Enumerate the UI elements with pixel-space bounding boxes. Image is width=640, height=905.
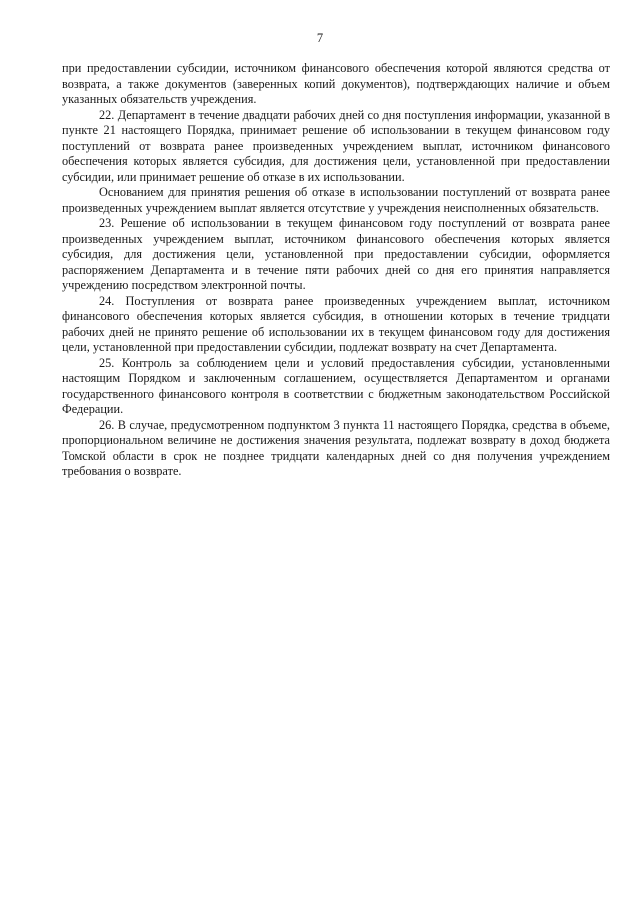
paragraph-item-25: 25. Контроль за соблюдением цели и условий предоставления субсидии, установленными настоящим Порядком и заключенным соглашением, осуществляется Департаментом и органами государственного финансового контроля в соответствии с бюджетным законодательством Российской Федерации.	[62, 355, 610, 416]
paragraph-item-26: 26. В случае, предусмотренном подпунктом 3 пункта 11 настоящего Порядка, средства в объеме, пропорциональном величине не достижения значения результата, подлежат возврату в доход бюджета Томской области в срок не позднее тридцати календарных дней со дня получения учреждением требования о возврате.	[62, 417, 610, 478]
document-body	[62, 61, 610, 480]
page-number: 7	[316, 31, 324, 45]
paragraph-item-23: 23. Решение об использовании в текущем финансовом году поступлений от возврата ранее произведенных учреждением выплат, источником финансового обеспечения которых является субсидия, для достижения цели, установленной при предоставлении субсидии, оформляется распоряжением Департамента и в течение пяти рабочих дней со дня его принятия направляется учреждению посредством электронной почты.	[62, 216, 610, 292]
paragraph-item-22: 22. Департамент в течение двадцати рабочих дней со дня поступления информации, указанной в пункте 21 настоящего Порядка, принимает решение об использовании в текущем финансовом году поступлений от возврата ранее произведенных учреждением выплат, источником финансового обеспечения которых является субсидия, для достижения цели, установленной при предоставлении субсидии, или принимает решение об отказе в их использовании.	[62, 107, 610, 184]
paragraph-refusal-basis: Основанием для принятия решения об отказе в использовании поступлений от возврата ранее произведенных учреждением выплат является отсутствие у учреждения неисполненных обязательств.	[62, 185, 610, 215]
paragraph-continuation: при предоставлении субсидии, источником финансового обеспечения которой являются средства от возврата, а также документов (заверенных копий документов), подтверждающих наличие и объем указанных обязательств учреждения.	[62, 61, 610, 106]
paragraph-item-24: 24. Поступления от возврата ранее произведенных учреждением выплат, источником финансового обеспечения которых является субсидия, в отношении которых в течение тридцати рабочих дней не принято решение об использовании их в текущем финансовом году для достижения цели, установленной при предоставлении субсидии, подлежат возврату на счет Департамента.	[62, 293, 610, 354]
